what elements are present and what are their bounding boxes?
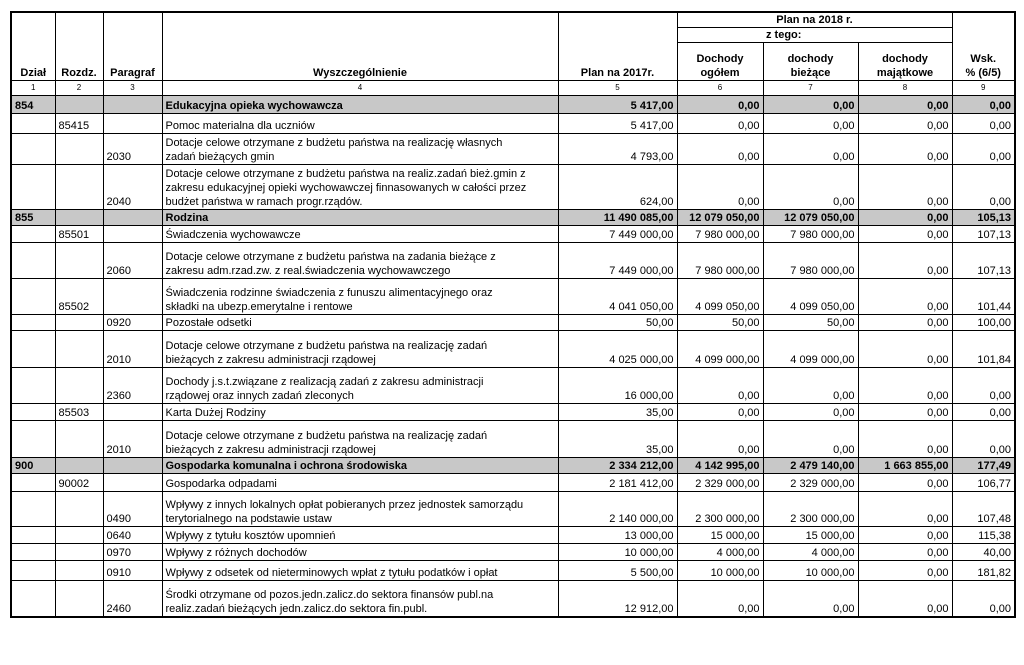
- table-row: [11, 421, 1015, 458]
- cell-rozdz: 85415: [55, 114, 103, 134]
- table-row: [11, 544, 1015, 561]
- cell-dochody-majatkowe: 0,00: [858, 134, 952, 165]
- cell-dochody-ogolem: 15 000,00: [677, 527, 763, 544]
- cell-dochody-ogolem: 4 142 995,00: [677, 458, 763, 474]
- cell-paragraf: 0490: [103, 492, 162, 527]
- description-line: realiz.zadań bieżących jedn.zalicz.do sektora fin.publ.: [165, 602, 428, 615]
- cell-plan-2017: 2 181 412,00: [558, 474, 677, 492]
- cell-dochody-ogolem: 50,00: [677, 315, 763, 331]
- cell-paragraf: [103, 226, 162, 243]
- description-line: Karta Dużej Rodziny: [165, 407, 266, 419]
- cell-description: [162, 279, 558, 315]
- cell-description: [162, 96, 558, 114]
- cell-dzial: [11, 315, 55, 331]
- cell-paragraf: [103, 404, 162, 421]
- cell-plan-2017: 10 000,00: [558, 544, 677, 561]
- cell-plan-2017: 2 140 000,00: [558, 492, 677, 527]
- cell-plan-2017: 4 041 050,00: [558, 279, 677, 315]
- col-number: 6: [677, 81, 763, 96]
- description-line: Dotacje celowe otrzymane z budżetu państwa na realizację własnych: [165, 137, 503, 149]
- header-plan-2018: Plan na 2018 r.: [677, 12, 952, 28]
- cell-dochody-majatkowe: 0,00: [858, 279, 952, 315]
- col-number: 2: [55, 81, 103, 96]
- cell-dzial: 854: [11, 96, 55, 114]
- header-wsk-line-1: Wsk.: [970, 53, 997, 65]
- table-row: [11, 165, 1015, 210]
- cell-wsk: 107,13: [952, 243, 1015, 279]
- cell-dzial: [11, 581, 55, 617]
- description-line: Wpływy z odsetek od nieterminowych wpłat z tytułu podatków i opłat: [165, 567, 498, 579]
- section-row: [11, 210, 1015, 226]
- description-line: Gospodarka komunalna i ochrona środowiska: [165, 460, 407, 472]
- cell-dzial: 900: [11, 458, 55, 474]
- cell-dochody-biezace: 4 000,00: [763, 544, 858, 561]
- description-line: bieżących z zakresu administracji rządowej: [165, 444, 376, 456]
- cell-dochody-majatkowe: 0,00: [858, 210, 952, 226]
- cell-dochody-majatkowe: 0,00: [858, 315, 952, 331]
- cell-dochody-majatkowe: 0,00: [858, 581, 952, 617]
- cell-wsk: 107,13: [952, 226, 1015, 243]
- description-line: Dotacje celowe otrzymane z budżetu państwa na realizację zadań: [165, 430, 488, 442]
- description-line: Dochody j.s.t.związane z realizacją zadań z zakresu administracji: [165, 376, 484, 388]
- cell-paragraf: [103, 96, 162, 114]
- description-line: Świadczenia wychowawcze: [165, 229, 301, 241]
- cell-rozdz: [55, 544, 103, 561]
- table-row: [11, 134, 1015, 165]
- header-dzial: Dział: [11, 12, 55, 81]
- cell-rozdz: [55, 368, 103, 404]
- cell-dochody-majatkowe: 0,00: [858, 421, 952, 458]
- table-row: [11, 474, 1015, 492]
- cell-dochody-ogolem: 0,00: [677, 421, 763, 458]
- description-line: składki na ubezp.emerytalne i rentowe: [165, 301, 353, 313]
- table-row: [11, 279, 1015, 315]
- cell-dochody-ogolem: 2 300 000,00: [677, 492, 763, 527]
- cell-dochody-biezace: 0,00: [763, 96, 858, 114]
- cell-dochody-biezace: 50,00: [763, 315, 858, 331]
- cell-dzial: [11, 165, 55, 210]
- cell-dochody-majatkowe: 0,00: [858, 561, 952, 581]
- cell-dochody-biezace: 4 099 050,00: [763, 279, 858, 315]
- cell-wsk: 177,49: [952, 458, 1015, 474]
- cell-rozdz: [55, 210, 103, 226]
- cell-rozdz: [55, 315, 103, 331]
- cell-dochody-ogolem: 4 000,00: [677, 544, 763, 561]
- table-row: [11, 404, 1015, 421]
- cell-dochody-ogolem: 0,00: [677, 96, 763, 114]
- cell-description: [162, 474, 558, 492]
- cell-rozdz: [55, 458, 103, 474]
- cell-dochody-ogolem: 0,00: [677, 114, 763, 134]
- cell-rozdz: [55, 581, 103, 617]
- col-number: 9: [952, 81, 1015, 96]
- cell-paragraf: 2030: [103, 134, 162, 165]
- cell-description: [162, 210, 558, 226]
- cell-paragraf: 0640: [103, 527, 162, 544]
- description-line: terytorialnego na podstawie ustaw: [165, 513, 332, 525]
- description-line: Rodzina: [165, 212, 209, 224]
- cell-dochody-majatkowe: 0,00: [858, 165, 952, 210]
- table-body: [11, 96, 1015, 617]
- cell-dochody-ogolem: 0,00: [677, 581, 763, 617]
- cell-description: [162, 581, 558, 617]
- cell-paragraf: 2060: [103, 243, 162, 279]
- cell-dzial: [11, 527, 55, 544]
- cell-dochody-majatkowe: 1 663 855,00: [858, 458, 952, 474]
- cell-rozdz: 90002: [55, 474, 103, 492]
- cell-rozdz: 85502: [55, 279, 103, 315]
- description-line: bieżących z zakresu administracji rządowej: [165, 354, 376, 366]
- cell-plan-2017: 12 912,00: [558, 581, 677, 617]
- description-line: Gospodarka odpadami: [165, 478, 277, 490]
- cell-paragraf: 2040: [103, 165, 162, 210]
- cell-rozdz: [55, 492, 103, 527]
- cell-description: [162, 561, 558, 581]
- description-line: Pomoc materialna dla uczniów: [165, 120, 315, 132]
- cell-dzial: [11, 561, 55, 581]
- cell-wsk: 115,38: [952, 527, 1015, 544]
- cell-plan-2017: 11 490 085,00: [558, 210, 677, 226]
- cell-paragraf: 0970: [103, 544, 162, 561]
- cell-wsk: 101,44: [952, 279, 1015, 315]
- cell-wsk: 0,00: [952, 165, 1015, 210]
- cell-description: [162, 114, 558, 134]
- cell-dzial: [11, 114, 55, 134]
- cell-plan-2017: 624,00: [558, 165, 677, 210]
- cell-wsk: 0,00: [952, 114, 1015, 134]
- table-row: [11, 492, 1015, 527]
- cell-wsk: 100,00: [952, 315, 1015, 331]
- cell-paragraf: 2460: [103, 581, 162, 617]
- cell-dochody-biezace: 0,00: [763, 134, 858, 165]
- description-line: rządowej oraz innych zadań zleconych: [165, 390, 354, 402]
- cell-dochody-ogolem: 0,00: [677, 134, 763, 165]
- col-number: 8: [858, 81, 952, 96]
- cell-dochody-majatkowe: 0,00: [858, 226, 952, 243]
- cell-description: [162, 165, 558, 210]
- cell-dochody-majatkowe: 0,00: [858, 527, 952, 544]
- description-line: Dotacje celowe otrzymane z budżetu państwa na realizację zadań: [165, 340, 488, 352]
- cell-dzial: [11, 544, 55, 561]
- cell-dochody-majatkowe: 0,00: [858, 96, 952, 114]
- cell-rozdz: [55, 331, 103, 368]
- header-dochody-majatkowe: dochody majątkowe: [858, 43, 952, 81]
- cell-dochody-ogolem: 0,00: [677, 368, 763, 404]
- cell-dochody-majatkowe: 0,00: [858, 331, 952, 368]
- description-line: zadań bieżących gmin: [165, 151, 275, 163]
- cell-rozdz: [55, 421, 103, 458]
- cell-rozdz: [55, 561, 103, 581]
- cell-plan-2017: 13 000,00: [558, 527, 677, 544]
- description-line: Wpływy z innych lokalnych opłat pobieranych przez jednostek samorządu: [165, 499, 524, 511]
- cell-description: [162, 226, 558, 243]
- cell-plan-2017: 5 417,00: [558, 114, 677, 134]
- cell-wsk: 101,84: [952, 331, 1015, 368]
- cell-plan-2017: 5 417,00: [558, 96, 677, 114]
- cell-wsk: 0,00: [952, 404, 1015, 421]
- description-line: Dotacje celowe otrzymane z budżetu państwa na zadania bieżące z: [165, 251, 496, 263]
- cell-paragraf: 2010: [103, 331, 162, 368]
- header-dochody-biezace: dochody bieżące: [763, 43, 858, 81]
- section-row: [11, 96, 1015, 114]
- cell-paragraf: 2010: [103, 421, 162, 458]
- table-row: [11, 114, 1015, 134]
- col-number: 4: [162, 81, 558, 96]
- cell-description: [162, 544, 558, 561]
- cell-dzial: [11, 421, 55, 458]
- header-wsk-line-2: % (6/5): [965, 67, 1001, 79]
- cell-dochody-ogolem: 4 099 050,00: [677, 279, 763, 315]
- cell-rozdz: 85501: [55, 226, 103, 243]
- cell-dochody-majatkowe: 0,00: [858, 404, 952, 421]
- cell-rozdz: [55, 243, 103, 279]
- col-number: 5: [558, 81, 677, 96]
- col-number: 3: [103, 81, 162, 96]
- cell-dzial: [11, 279, 55, 315]
- cell-plan-2017: 4 025 000,00: [558, 331, 677, 368]
- table-row: [11, 243, 1015, 279]
- table-row: [11, 368, 1015, 404]
- description-line: Wpływy z różnych dochodów: [165, 547, 307, 559]
- cell-dochody-ogolem: 4 099 000,00: [677, 331, 763, 368]
- cell-rozdz: 85503: [55, 404, 103, 421]
- header-rozdz: Rozdz.: [55, 12, 103, 81]
- section-row: [11, 458, 1015, 474]
- cell-plan-2017: 7 449 000,00: [558, 243, 677, 279]
- header-dochody-ogolem: Dochody ogółem: [677, 43, 763, 81]
- cell-dochody-biezace: 0,00: [763, 404, 858, 421]
- cell-plan-2017: 35,00: [558, 421, 677, 458]
- cell-dochody-majatkowe: 0,00: [858, 492, 952, 527]
- budget-table: [10, 11, 1016, 618]
- cell-dochody-biezace: 2 300 000,00: [763, 492, 858, 527]
- cell-dochody-ogolem: 12 079 050,00: [677, 210, 763, 226]
- cell-dzial: [11, 368, 55, 404]
- cell-dochody-biezace: 12 079 050,00: [763, 210, 858, 226]
- cell-dochody-ogolem: 2 329 000,00: [677, 474, 763, 492]
- cell-rozdz: [55, 165, 103, 210]
- description-line: zakresu adm.rzad.zw. z real.świadczenia wychowawczego: [165, 265, 451, 277]
- description-line: Dotacje celowe otrzymane z budżetu państwa na realiz.zadań bież.gmin z: [165, 168, 526, 180]
- cell-description: [162, 134, 558, 165]
- cell-wsk: 0,00: [952, 581, 1015, 617]
- cell-wsk: 106,77: [952, 474, 1015, 492]
- description-line: Pozostałe odsetki: [165, 317, 252, 329]
- cell-dochody-majatkowe: 0,00: [858, 474, 952, 492]
- col-number: 7: [763, 81, 858, 96]
- cell-dzial: [11, 226, 55, 243]
- cell-wsk: 40,00: [952, 544, 1015, 561]
- cell-wsk: 0,00: [952, 368, 1015, 404]
- cell-dochody-biezace: 0,00: [763, 114, 858, 134]
- cell-dzial: [11, 331, 55, 368]
- cell-paragraf: [103, 279, 162, 315]
- cell-wsk: 105,13: [952, 210, 1015, 226]
- col-number: 1: [11, 81, 55, 96]
- cell-paragraf: 0910: [103, 561, 162, 581]
- cell-rozdz: [55, 134, 103, 165]
- cell-description: [162, 492, 558, 527]
- cell-dzial: 855: [11, 210, 55, 226]
- cell-dochody-ogolem: 10 000,00: [677, 561, 763, 581]
- description-line: budżet państwa w ramach progr.rządów.: [165, 196, 363, 208]
- description-line: Świadczenia rodzinne świadczenia z funuszu alimentacyjnego oraz: [165, 287, 493, 299]
- description-line: Edukacyjna opieka wychowawcza: [165, 100, 343, 112]
- table-header: [11, 12, 1015, 96]
- cell-dochody-biezace: 7 980 000,00: [763, 243, 858, 279]
- cell-plan-2017: 35,00: [558, 404, 677, 421]
- cell-description: [162, 331, 558, 368]
- cell-dzial: [11, 474, 55, 492]
- cell-dzial: [11, 134, 55, 165]
- cell-paragraf: 2360: [103, 368, 162, 404]
- header-z-tego: z tego:: [763, 28, 952, 43]
- cell-description: [162, 458, 558, 474]
- cell-plan-2017: 16 000,00: [558, 368, 677, 404]
- cell-description: [162, 421, 558, 458]
- cell-description: [162, 243, 558, 279]
- table-row: [11, 315, 1015, 331]
- cell-paragraf: [103, 474, 162, 492]
- cell-wsk: 0,00: [952, 421, 1015, 458]
- cell-dochody-ogolem: 7 980 000,00: [677, 226, 763, 243]
- cell-description: [162, 368, 558, 404]
- cell-plan-2017: 5 500,00: [558, 561, 677, 581]
- cell-dochody-biezace: 0,00: [763, 421, 858, 458]
- cell-dochody-biezace: 0,00: [763, 581, 858, 617]
- cell-dochody-biezace: 7 980 000,00: [763, 226, 858, 243]
- header-wsk: [952, 12, 1015, 81]
- cell-rozdz: [55, 96, 103, 114]
- cell-wsk: 181,82: [952, 561, 1015, 581]
- cell-plan-2017: 2 334 212,00: [558, 458, 677, 474]
- cell-wsk: 107,48: [952, 492, 1015, 527]
- cell-description: [162, 315, 558, 331]
- cell-paragraf: [103, 458, 162, 474]
- table-row: [11, 226, 1015, 243]
- cell-wsk: 0,00: [952, 96, 1015, 114]
- cell-wsk: 0,00: [952, 134, 1015, 165]
- cell-dochody-ogolem: 7 980 000,00: [677, 243, 763, 279]
- cell-dochody-biezace: 0,00: [763, 165, 858, 210]
- cell-paragraf: [103, 114, 162, 134]
- cell-dochody-biezace: 15 000,00: [763, 527, 858, 544]
- cell-dochody-biezace: 0,00: [763, 368, 858, 404]
- cell-description: [162, 404, 558, 421]
- cell-rozdz: [55, 527, 103, 544]
- cell-dzial: [11, 404, 55, 421]
- cell-dochody-ogolem: 0,00: [677, 165, 763, 210]
- table-row: [11, 561, 1015, 581]
- cell-plan-2017: 7 449 000,00: [558, 226, 677, 243]
- description-line: zakresu edukacyjnej opieki wychowawczej finnasowanych w całości przez: [165, 182, 527, 194]
- cell-dochody-biezace: 2 329 000,00: [763, 474, 858, 492]
- header-wyszczegolnienie: Wyszczególnienie: [162, 12, 558, 81]
- cell-dzial: [11, 243, 55, 279]
- cell-plan-2017: 4 793,00: [558, 134, 677, 165]
- table-row: [11, 527, 1015, 544]
- cell-dzial: [11, 492, 55, 527]
- cell-dochody-ogolem: 0,00: [677, 404, 763, 421]
- cell-dochody-majatkowe: 0,00: [858, 368, 952, 404]
- description-line: Środki otrzymane od pozos.jedn.zalicz.do sektora finansów publ.na: [165, 588, 494, 601]
- cell-dochody-majatkowe: 0,00: [858, 114, 952, 134]
- table-row: [11, 331, 1015, 368]
- header-paragraf: Paragraf: [103, 12, 162, 81]
- cell-paragraf: [103, 210, 162, 226]
- cell-paragraf: 0920: [103, 315, 162, 331]
- cell-dochody-majatkowe: 0,00: [858, 243, 952, 279]
- table-row: [11, 581, 1015, 617]
- cell-plan-2017: 50,00: [558, 315, 677, 331]
- column-numbers-row: [11, 81, 1015, 96]
- cell-dochody-biezace: 4 099 000,00: [763, 331, 858, 368]
- cell-dochody-biezace: 2 479 140,00: [763, 458, 858, 474]
- cell-description: [162, 527, 558, 544]
- cell-dochody-biezace: 10 000,00: [763, 561, 858, 581]
- header-plan-2017: Plan na 2017r.: [558, 12, 677, 81]
- description-line: Wpływy z tytułu kosztów upomnień: [165, 530, 336, 542]
- cell-dochody-majatkowe: 0,00: [858, 544, 952, 561]
